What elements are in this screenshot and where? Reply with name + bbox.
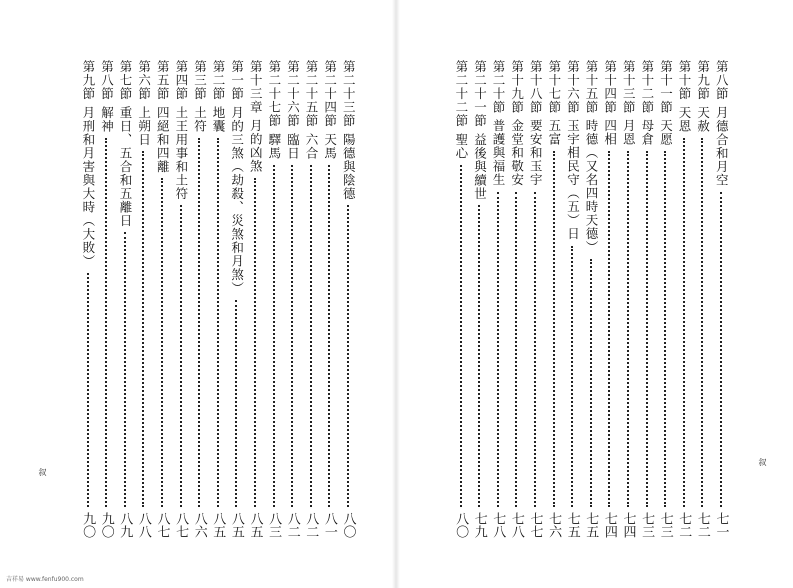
dot-leader: [291, 165, 293, 508]
toc-entry-number: 第五節: [155, 60, 171, 101]
toc-entry-title: 月的三煞（劫殺、災煞和月煞）: [229, 105, 245, 295]
dot-leader: [720, 192, 722, 508]
right-page: [396, 0, 793, 588]
toc-entry-number: 第十六節: [565, 60, 581, 114]
toc-entry-title: 要安和玉宇: [528, 119, 544, 187]
toc-entry-title: 普護與福生: [491, 119, 507, 187]
toc-entry-page: 七八: [490, 512, 506, 538]
toc-entry-title: 四相: [602, 119, 618, 146]
toc-entry-page: 七九: [471, 512, 487, 538]
dot-leader: [571, 246, 573, 508]
toc-entry-title: 臨日: [285, 132, 301, 160]
dot-leader: [105, 138, 107, 508]
toc-entry-number: 第二十七節: [266, 60, 282, 128]
dot-leader: [310, 165, 312, 508]
toc-entry-title: 玉宇相民守（五）日: [565, 119, 581, 241]
toc-entry-number: 第十節: [677, 60, 693, 101]
toc-entry-page: 八一: [321, 512, 337, 538]
toc-entry-title: 時德（又名四時天德）: [584, 119, 600, 254]
dot-leader: [235, 300, 237, 508]
dot-leader: [553, 151, 555, 507]
toc-entry-page: 八九: [117, 512, 133, 538]
left-page: [0, 0, 396, 588]
toc-entry-number: 第九節: [80, 60, 96, 101]
dot-leader: [254, 178, 256, 507]
toc-entry-number: 第十二節: [639, 60, 655, 114]
toc-entry-number: 第八節: [99, 60, 115, 101]
toc-entry-page: 七二: [676, 512, 692, 538]
toc-entry-title: 六合: [304, 132, 320, 160]
toc-entry: [450, 60, 472, 538]
dot-leader: [497, 192, 499, 508]
dot-leader: [664, 151, 666, 507]
toc-entry-title: 天恩: [677, 105, 693, 133]
toc-entry-number: 第十四節: [602, 60, 618, 114]
toc-entry-page: 七三: [657, 512, 673, 538]
toc-entry-number: 第十一節: [658, 60, 674, 114]
toc-entry-page: 八〇: [453, 512, 469, 538]
toc-entry-number: 第八節: [714, 60, 730, 101]
toc-entry-title: 陽德與陰德: [341, 132, 357, 200]
toc-entry-number: 第四節: [173, 60, 189, 101]
toc-entry-title: 天馬: [322, 132, 338, 160]
toc-entry-page: 七一: [713, 512, 729, 538]
toc-entry-page: 七八: [508, 512, 524, 538]
toc-entry-title: 金堂和敬安: [509, 119, 525, 187]
toc-entry-title: 五富: [546, 119, 562, 146]
dot-leader: [217, 138, 219, 508]
dot-leader: [534, 192, 536, 508]
toc-entry-title: 天赦: [695, 105, 711, 133]
toc-entry-number: 第十八節: [528, 60, 544, 114]
dot-leader: [701, 138, 703, 508]
toc-entry-number: 第二十四節: [322, 60, 338, 128]
toc-entry-page: 八七: [173, 512, 189, 538]
dot-leader: [478, 205, 480, 507]
toc-entry-title: 益後與續世: [472, 132, 488, 200]
dot-leader: [515, 192, 517, 508]
dot-leader: [273, 165, 275, 508]
dot-leader: [460, 165, 462, 508]
toc-entry-page: 八二: [303, 512, 319, 538]
dot-leader: [347, 205, 349, 507]
dot-leader: [180, 205, 182, 507]
toc-entry-number: 第二十二節: [453, 60, 469, 128]
left-folio: 叙: [38, 468, 47, 476]
toc-entry-title: 月恩: [621, 119, 637, 146]
toc-entry-title: 驛馬: [266, 132, 282, 160]
toc-entry-number: 第二節: [211, 60, 227, 101]
toc-entry: [77, 60, 99, 538]
toc-entry-number: 第一節: [229, 60, 245, 101]
toc-entry-page: 八〇: [340, 512, 356, 538]
toc-entry-page: 八五: [210, 512, 226, 538]
toc-entry-title: 天愿: [658, 119, 674, 146]
toc-entry-title: 土符: [192, 105, 208, 133]
dot-leader: [142, 151, 144, 507]
toc-entry-page: 九〇: [98, 512, 114, 538]
toc-entry-number: 第二十節: [491, 60, 507, 114]
toc-entry-number: 第十九節: [509, 60, 525, 114]
toc-entry-title: 地囊: [211, 105, 227, 133]
toc-entry-number: 第十五節: [584, 60, 600, 114]
toc-entry-page: 八八: [135, 512, 151, 538]
dot-leader: [198, 138, 200, 508]
dot-leader: [124, 232, 126, 507]
dot-leader: [627, 151, 629, 507]
toc-entry-title: 母倉: [639, 119, 655, 146]
toc-entry-number: 第十三節: [621, 60, 637, 114]
toc-entry-number: 第六節: [136, 60, 152, 101]
toc-entry-title: 四絕和四離: [155, 105, 171, 173]
toc-entry-page: 八五: [247, 512, 263, 538]
toc-entry-number: 第二十五節: [304, 60, 320, 128]
toc-entry-page: 八二: [284, 512, 300, 538]
dot-leader: [161, 178, 163, 507]
toc-entry-page: 七六: [546, 512, 562, 538]
toc-entry-page: 七四: [620, 512, 636, 538]
toc-entry-title: 土王用事和土符: [173, 105, 189, 200]
toc-entry-title: 聖心: [453, 132, 469, 160]
toc-entry-number: 第三節: [192, 60, 208, 101]
toc-entry-page: 七四: [601, 512, 617, 538]
dot-leader: [646, 151, 648, 507]
toc-entry-number: 第十三章: [248, 60, 264, 114]
toc-entry-page: 七三: [639, 512, 655, 538]
toc-entry-page: 七五: [564, 512, 580, 538]
toc-entry-number: 第二十三節: [341, 60, 357, 128]
toc-entry-title: 月刑和月害與大時（大敗）: [80, 105, 96, 268]
toc-entry-title: 解神: [99, 105, 115, 133]
toc-entry-number: 第二十一節: [472, 60, 488, 128]
footer-watermark: 吉祥易 www.fenfu900.com: [6, 576, 84, 583]
toc-entry-page: 九〇: [80, 512, 96, 538]
toc-entry-page: 八五: [228, 512, 244, 538]
toc-entry-number: 第七節: [118, 60, 134, 101]
toc-entry-number: 第十七節: [546, 60, 562, 114]
toc-entry-page: 八三: [266, 512, 282, 538]
right-folio: 叙: [758, 458, 767, 466]
toc-entry-page: 七七: [527, 512, 543, 538]
toc-entry-number: 第二十六節: [285, 60, 301, 128]
toc-entry-title: 上朔日: [136, 105, 152, 146]
toc-entry-number: 第九節: [695, 60, 711, 101]
toc-entry-page: 七五: [583, 512, 599, 538]
dot-leader: [608, 151, 610, 507]
toc-entry-title: 重日、五合和五離日: [118, 105, 134, 227]
dot-leader: [683, 138, 685, 508]
toc-entry-page: 八六: [191, 512, 207, 538]
toc-entry-page: 七二: [694, 512, 710, 538]
dot-leader: [328, 165, 330, 508]
toc-entry-title: 月德合和月空: [714, 105, 730, 187]
toc-entry-page: 八七: [154, 512, 170, 538]
dot-leader: [87, 273, 89, 508]
dot-leader: [590, 259, 592, 507]
toc-entry-title: 月的凶煞: [248, 119, 264, 173]
